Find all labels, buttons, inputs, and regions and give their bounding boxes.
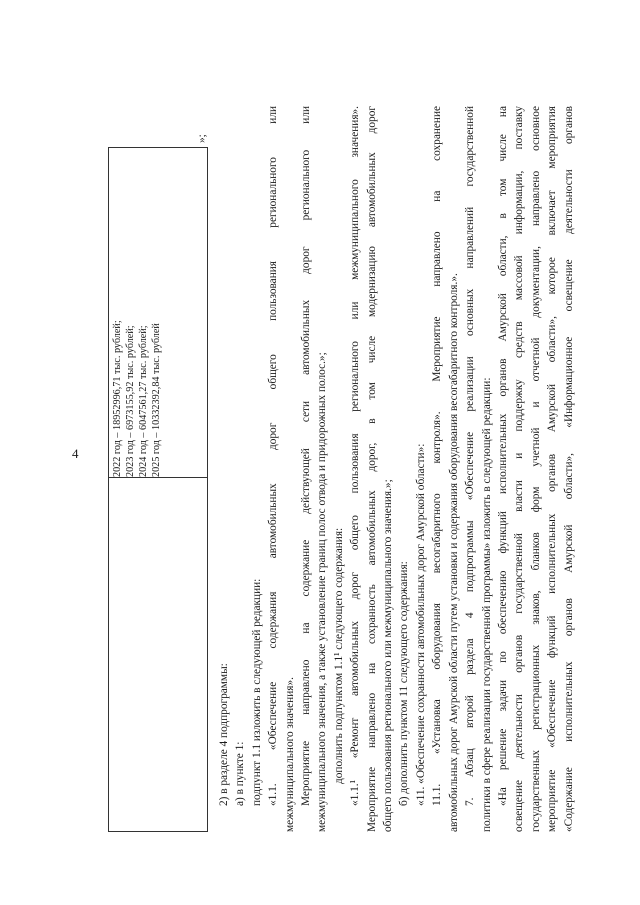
document-body bbox=[216, 106, 577, 832]
text-line: 7. Абзац второй раздела 4 подпрограммы «Обеспечение реализации основных направлений государственной bbox=[464, 106, 477, 806]
text-line: а) в пункте 1: bbox=[234, 741, 247, 806]
text-line: межмуниципального значения, а также установление границ полос отвода и придорожных полос.»; bbox=[316, 352, 329, 832]
text-line: Мероприятие направлено на сохранность автомобильных дорог, в том числе модернизацию автомобильных дорог bbox=[365, 106, 378, 832]
text-line: «1.1. «Обеспечение содержания автомобильных дорог общего пользования регионального или bbox=[267, 106, 280, 806]
text-line: дополнить подпунктом 1.1¹ следующего содержания: bbox=[332, 527, 345, 784]
funding-line: 2024 год – 6047561,27 тыс. рублей; bbox=[138, 325, 149, 477]
text-line: политики в сфере реализации государственной программы» изложить в следующей редакции: bbox=[480, 377, 493, 832]
text-line: 11.1. «Установка оборудования весогабаритного контроля». Мероприятие направлено на сохранение bbox=[431, 106, 444, 806]
text-line: 2) в разделе 4 подпрограммы: bbox=[218, 663, 230, 806]
text-line: государственных регистрационных знаков, бланков форм учетной и отчетной документации, направлено основное bbox=[529, 106, 542, 832]
text-line: б) дополнить пунктом 11 следующего содержания: bbox=[398, 561, 411, 806]
text-line: межмуниципального значения». bbox=[283, 677, 296, 832]
funding-line: 2023 год – 6973155,92 тыс. рублей; bbox=[125, 325, 136, 477]
text-line: общего пользования регионального или межмуниципального значения.»; bbox=[382, 479, 395, 832]
table-closing-quote: »; bbox=[196, 134, 208, 143]
text-line: «На решение задачи по обеспечению функций исполнительных органов Амурской области, в том числе на bbox=[496, 106, 509, 806]
table-left-cell bbox=[109, 477, 207, 831]
funding-line: 2025 год – 10332392,84 тыс. рублей bbox=[151, 323, 162, 477]
text-line: «Содержание исполнительных органов Амурской области», «Информационное освещение деятельности органов bbox=[562, 106, 575, 832]
text-line: освещение деятельности органов государственной власти и поддержку средств массовой информации, поставку bbox=[513, 106, 526, 832]
text-line: Мероприятие направлено на содержание действующей сети автомобильных дорог регионального или bbox=[300, 106, 313, 806]
funding-table bbox=[108, 147, 208, 832]
text-line: «1.1.¹ «Ремонт автомобильных дорог общего пользования регионального или межмуниципального значения». bbox=[349, 106, 362, 806]
text-line: автомобильных дорог Амурской области путем установки и содержания оборудования весогабаритного контроля.». bbox=[447, 273, 460, 832]
text-line: подпункт 1.1 изложить в следующей редакции: bbox=[250, 578, 263, 806]
text-line: мероприятие «Обеспечение функций исполнительных органов Амурской области», которое включает мероприятия bbox=[546, 106, 559, 832]
page-number: 4 bbox=[72, 446, 79, 461]
rotated-page-content bbox=[108, 106, 575, 832]
table-right-cell bbox=[111, 157, 163, 477]
text-line: «11. «Обеспечение сохранности автомобильных дорог Амурской области»: bbox=[414, 443, 427, 806]
funding-line: 2022 год – 18952996,71 тыс. рублей; bbox=[112, 320, 123, 477]
